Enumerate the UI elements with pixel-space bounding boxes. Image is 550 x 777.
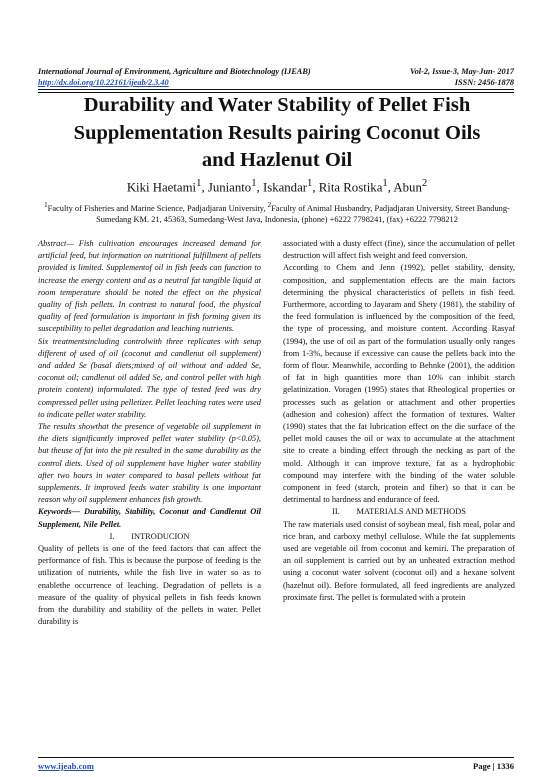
page-number: Page | 1336 [472, 761, 514, 771]
section-heading-intro: I. INTRODUCION [109, 531, 190, 541]
author-list: Kiki Haetami$^1$, Junianto$^1$, Iskandar$^1$, Rita Rostika$^1$, Abun$^2$ [126, 178, 428, 195]
abstract-p2: Six treatmentsincluding controlwith three replicates with setup different of used of oil (coconut and candlenut oil supplement) and added Se (basal diets;mixed of oil without and added Se, coconut oil; candlenut oil added Se, and control pellet with high protein content) informulated. The type of tested feed was dry compressed pellet using pelletizer. Pellet leaching rates were used to indicate pellet water stability. [38, 336, 261, 419]
author-sup: 2 [421, 178, 428, 189]
abstract-dash: — [66, 239, 74, 248]
keywords [38, 506, 261, 530]
author-name: Rita Rostika [318, 180, 383, 195]
keywords-dash: — [71, 507, 80, 517]
keywords-text: Durability, Stability, Coconut and Candlenut Oil Supplement, Nile Pellet. [38, 507, 261, 529]
affil-sup: 2 [267, 201, 272, 209]
right-column [283, 238, 515, 604]
doi-link[interactable]: http://dx.doi.org/10.22161/ijeab/2.3.40 [38, 78, 169, 87]
right-paragraph-1: associated with a dusty effect (fine), since the accumulation of pellet destruction will affect fish weight and feed conversion. [283, 239, 515, 261]
abstract-label: Abstract [38, 239, 67, 248]
affil-text-1: Faculty of Fisheries and Marine Science, Padjadjaran University, [47, 203, 266, 213]
affil-sup: 1 [44, 201, 48, 209]
journal-name: International Journal of Environment, Agriculture and Biotechnology (IJEAB) [38, 67, 311, 76]
author-sup: 1 [307, 178, 313, 189]
issn: ISSN: 2456-1878 [454, 78, 514, 87]
left-column [38, 238, 261, 629]
author-sup: 1 [196, 178, 202, 189]
title-line-1: Durability and Water Stability of Pellet Fish [83, 94, 471, 116]
author-name: Abun [393, 180, 422, 195]
abstract-p1 [38, 238, 261, 336]
footer-rule [38, 757, 514, 758]
title-line-2: Supplementation Results pairing Coconut Oils [73, 121, 481, 144]
keywords-label: Keywords [38, 507, 72, 517]
author-sup: 1 [382, 178, 388, 189]
section-heading-methods: II. MATERIALS AND METHODS [332, 507, 466, 517]
footer-url-link[interactable]: www.ijeab.com [38, 761, 94, 771]
paper-title [40, 92, 514, 175]
title-line-3: and Hazlenut Oil [201, 149, 353, 171]
right-paragraph-2: According to Chem and Jenn (1992), pellet stability, density, composition, and supplementation effects are the main factors determining the physical characteristics of pellets in fish feed. Furthermore, according to Jayaram and Shety (1981), the stability of the feed formulation is influenced by the composition of the feed, the type of processing, and moisture content. According Rasyaf (1994), the use of oil as part of the formulation usually only ranges from 1-3%, because if excessive can cause the pellets back into the form of flour. Meanwhile, according to Behnke (2001), the addition of fat in high quantities more than 10% can inhibit starch gelatinization. Voragen (1995) states that Rheological properties or processes such as gelation or attachment and other properties (adhesion and cohesion) affect the formation of textures. Walter (1990) states that the fat lubrication effect on the die surface of the pellet mold causes the oil or wax to accumulate at the attachment site to create a binding effect through the necking as part of the mold. Although it can improve texture, fat as a hydrophobic compound may interfere with the binding of the water soluble component in feed (starch, protein and fiber) so that it can be detrimental to hardness and endurance of feed. [283, 263, 515, 505]
methods-paragraph: The raw materials used consist of soybean meal, fish meal, polar and rice bran, and carboxy methyl cellulose. While the fat supplements used are vegetable oil from coconut and kemiri. The preparation of an oil supplement is carried out by an unheated extraction method using a coconut water solvent (coconut oil) and a hexane solvent (hazelnut oil). Before formulated, all feed ingredients are analyzed proximate first. The pellet is formulated with a protein [283, 519, 515, 602]
author-name: Junianto [207, 180, 252, 195]
intro-paragraph: Quality of pellets is one of the feed factors that can affect the performance of fish. This is because the purpose of feeding is the utilization of nutrients, while the fish live in water so as to enablethe occurrence of leaching. Degradation of pellets is a measure of the quality of physical pellets in fish feeds known from the durability and stability of the pellets in water. Pellet durability is [38, 544, 261, 627]
journal-volume: Vol-2, Issue-3, May-Jun- 2017 [410, 67, 514, 76]
author-name: Kiki Haetami [126, 180, 197, 195]
affiliation [40, 200, 514, 225]
affil-text-2: Faculty of Animal Husbandry, Padjadjaran University, Street Bandung-Sumedang KM. 21, 45363, Sumedang-West Java, Indonesia, (phone) +6222 7798241, (fax) +6222 7798212 [96, 203, 510, 225]
abstract-text: Fish cultivation encourages increased demand for artificial feed, but information on nutritional fulfillment of pellets provided is limited. Supplementof oil in fish feeds can function to increase the energy content and as a neutral fat tangible liquid at room temperature should be noted the effect on the physical quality of fish pellets. In contrast to natural food, the physical quality of feed formulation is important in fish forming given its susceptibility to pellet degradation and leaching nutrients. [38, 239, 261, 334]
abstract-p3: The results showthat the presence of vegetable oil supplement in the diets significantly improved pellet water stability (p<0.05), but theuse of fat into the pit resulted in the same durability as the control diets. Used of oil supplement have higher water stability after two hours in water compared to basal pellets without fat supplements. It improved feeds water stability is one important reason why oil supplement enhances fish growth. [38, 422, 261, 505]
header-rule [38, 89, 514, 90]
author-sup: 1 [251, 178, 257, 189]
author-name: Iskandar [262, 180, 308, 195]
